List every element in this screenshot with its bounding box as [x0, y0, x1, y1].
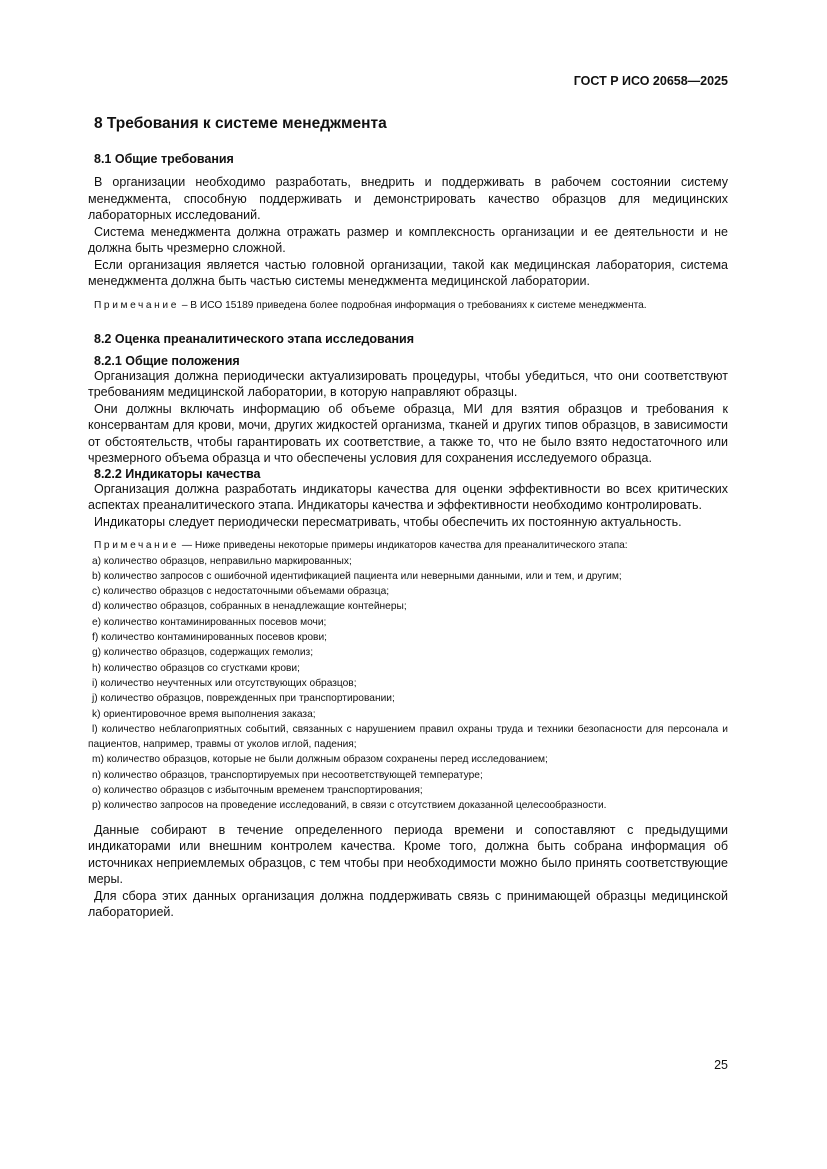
section-8-2-1-title: 8.2.1 Общие положения	[94, 353, 240, 368]
list-item: b) количество запросов с ошибочной идентификацией пациента или неверными данными, или и тем, и другим;	[92, 570, 622, 582]
paragraph: Система менеджмента должна отражать размер и комплексность организации и ее деятельности и не должна быть чрезмерно сложной.	[88, 224, 728, 255]
note-8-2-2	[88, 538, 728, 553]
list-item: m) количество образцов, которые не были должным образом сохранены перед исследованием;	[92, 754, 548, 766]
paragraph: В организации необходимо разработать, внедрить и поддерживать в рабочем состоянии систему менеджмента, способную поддерживать и демонстрировать качество образцов для медицинских лабораторных исследований.	[88, 175, 728, 222]
note-8-1	[88, 298, 728, 313]
note-label: Примечание	[94, 299, 179, 311]
list-item: i) количество неучтенных или отсутствующих образцов;	[92, 677, 357, 689]
list-item: o) количество образцов с избыточным временем транспортирования;	[92, 785, 423, 797]
list-item: k) ориентировочное время выполнения заказа;	[92, 708, 316, 720]
paragraph: Для сбора этих данных организация должна поддерживать связь с принимающей образцы медицинской лабораторией.	[88, 888, 728, 920]
paragraph: Индикаторы следует периодически пересматривать, чтобы обеспечить их постоянную актуальность.	[94, 514, 682, 529]
paragraph: Если организация является частью головной организации, такой как медицинская лаборатория, система менеджмента должна быть частью системы менеджмента медицинской лаборатории.	[88, 257, 728, 288]
note-text: – В ИСО 15189 приведена более подробная информация о требованиях к системе менеджмента.	[181, 299, 647, 311]
list-item: j) количество образцов, поврежденных при транспортировании;	[92, 693, 395, 705]
page-number: 25	[714, 1058, 728, 1072]
document-page	[88, 74, 728, 921]
note-label: Примечание	[94, 540, 179, 552]
list-item: a) количество образцов, неправильно маркированных;	[92, 555, 352, 567]
list-item: g) количество образцов, содержащих гемолиз;	[92, 647, 314, 659]
paragraph: Данные собирают в течение определенного периода времени и сопоставляют с предыдущими индикаторами или внешним контролем качества. Кроме того, должна быть собрана информация об источниках неприемлемых образцов, с тем чтобы при необходимости можно было принять соответствующие меры.	[88, 822, 728, 887]
list-item: p) количество запросов на проведение исследований, в связи с отсутствием доказанной целесообразности.	[92, 800, 607, 812]
note-text: — Ниже приведены некоторые примеры индикаторов качества для преаналитического этапа:	[181, 540, 628, 552]
list-item: c) количество образцов с недостаточными объемами образца;	[92, 586, 390, 598]
paragraph: Организация должна периодически актуализировать процедуры, чтобы убедиться, что они соответствуют требованиям медицинской лаборатории, в которую направляют образцы.	[88, 368, 728, 400]
list-item: f) количество контаминированных посевов крови;	[92, 632, 327, 644]
paragraph: Организация должна разработать индикаторы качества для оценки эффективности во всех критических аспектах преаналитического этапа. Индикаторы качества и эффективности необходимо контролировать.	[88, 481, 728, 513]
section-8-title: 8 Требования к системе менеджмента	[94, 115, 387, 132]
section-8-1-title: 8.1 Общие требования	[94, 152, 234, 166]
list-item: h) количество образцов со сгустками крови;	[92, 662, 300, 674]
document-header: ГОСТ Р ИСО 20658—2025	[573, 74, 728, 88]
list-item: l) количество неблагоприятных событий, связанных с нарушением правил охраны труда и техники безопасности для персонала и пациентов, например, травмы от уколов иглой, падения;	[88, 723, 728, 751]
list-item: n) количество образцов, транспортируемых при несоответствующей температуре;	[92, 769, 483, 781]
list-item: d) количество образцов, собранных в ненадлежащие контейнеры;	[92, 601, 407, 613]
section-8-2-title: 8.2 Оценка преаналитического этапа исследования	[94, 331, 415, 346]
section-8-2-2-title: 8.2.2 Индикаторы качества	[94, 466, 261, 481]
list-item: e) количество контаминированных посевов мочи;	[92, 616, 327, 628]
quality-indicators-list	[88, 554, 728, 814]
paragraph: Они должны включать информацию об объеме образца, МИ для взятия образцов и требования к консервантам для крови, мочи, других жидкостей организма, тканей и других типов образцов, в зависимости от обстоятельств, чтобы гарантировать их соответствие, а также то, что не было взято недостаточного или чрезмерного объема образца и что обеспечены условия для сохранения исследуемого образца.	[88, 401, 728, 466]
